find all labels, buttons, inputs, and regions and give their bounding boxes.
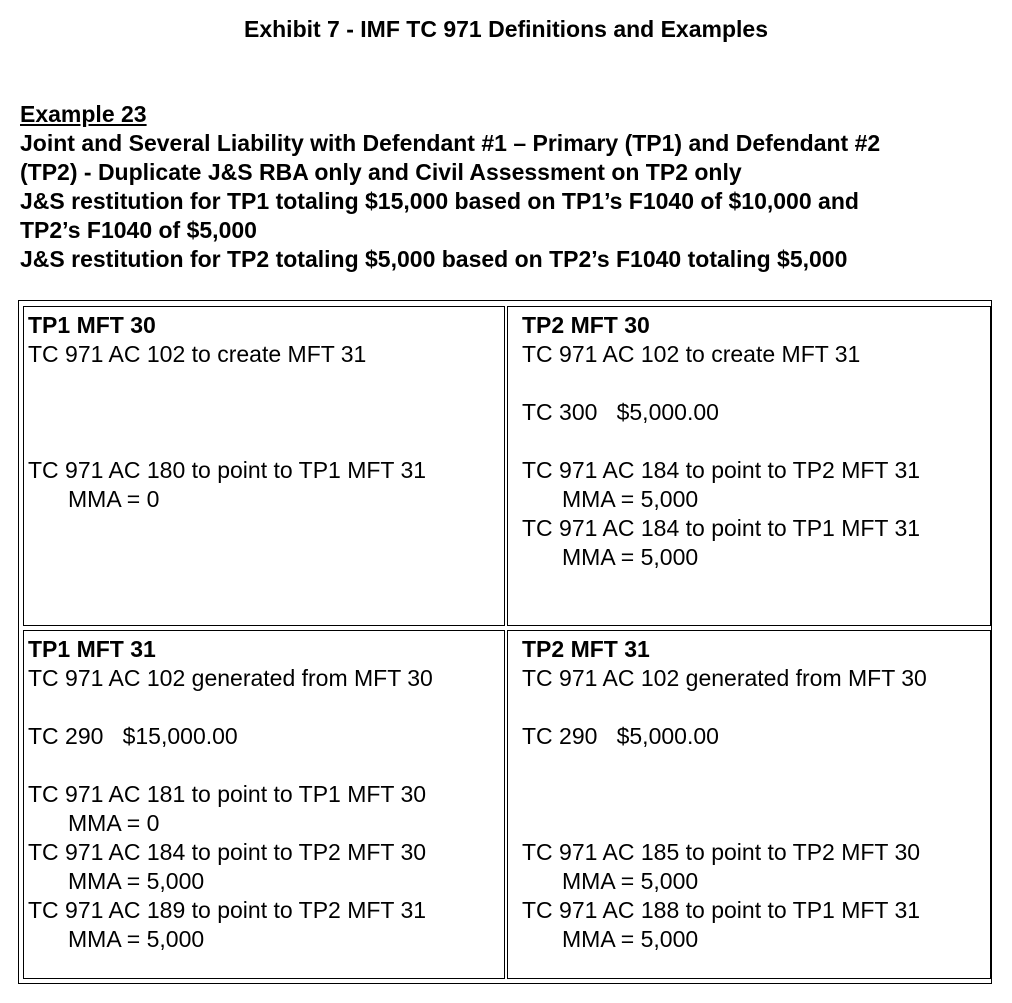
cell-line bbox=[522, 809, 990, 838]
cell-line bbox=[28, 427, 504, 456]
mma-value: MMA = 5,000 bbox=[562, 926, 699, 952]
mma-value: MMA = 5,000 bbox=[562, 486, 699, 512]
cell-line: TC 971 AC 184 to point to TP2 MFT 30 bbox=[28, 839, 427, 865]
cell-line bbox=[28, 398, 504, 427]
cell-line bbox=[28, 751, 504, 780]
example-title: Example 23 bbox=[20, 101, 147, 127]
cell-header: TP1 MFT 31 bbox=[28, 636, 156, 662]
description-line: (TP2) - Duplicate J&S RBA only and Civil Assessment on TP2 only bbox=[20, 159, 742, 185]
cell-line: TC 971 AC 102 generated from MFT 30 bbox=[522, 665, 927, 691]
example-description bbox=[20, 129, 995, 274]
cell-line: TC 971 AC 189 to point to TP2 MFT 31 bbox=[28, 897, 427, 923]
cell-line bbox=[522, 751, 990, 780]
cell-line: TC 971 AC 181 to point to TP1 MFT 30 bbox=[28, 781, 427, 807]
mma-value: MMA = 5,000 bbox=[68, 926, 205, 952]
cell-line bbox=[522, 780, 990, 809]
mma-value: MMA = 5,000 bbox=[68, 868, 205, 894]
description-line: Joint and Several Liability with Defendant #1 – Primary (TP1) and Defendant #2 bbox=[20, 130, 881, 156]
cell-tp1-mft31 bbox=[23, 630, 505, 979]
mma-value: MMA = 0 bbox=[68, 486, 160, 512]
cell-line bbox=[522, 693, 990, 722]
mma-value: MMA = 5,000 bbox=[562, 868, 699, 894]
mma-value: MMA = 5,000 bbox=[562, 544, 699, 570]
cell-tp1-mft30 bbox=[23, 306, 505, 626]
cell-line bbox=[28, 369, 504, 398]
description-line: TP2’s F1040 of $5,000 bbox=[20, 217, 257, 243]
cell-line: TC 971 AC 184 to point to TP2 MFT 31 bbox=[522, 457, 921, 483]
cell-line: TC 971 AC 185 to point to TP2 MFT 30 bbox=[522, 839, 921, 865]
exhibit-title: Exhibit 7 - IMF TC 971 Definitions and Examples bbox=[244, 16, 768, 42]
cell-tp2-mft30 bbox=[507, 306, 991, 626]
mma-value: MMA = 0 bbox=[68, 810, 160, 836]
cell-line: TC 971 AC 180 to point to TP1 MFT 31 bbox=[28, 457, 427, 483]
cell-line: TC 290 $5,000.00 bbox=[522, 723, 719, 749]
cell-line bbox=[522, 369, 990, 398]
cell-tp2-mft31 bbox=[507, 630, 991, 979]
cell-line: TC 971 AC 102 generated from MFT 30 bbox=[28, 665, 433, 691]
cell-header: TP1 MFT 30 bbox=[28, 312, 156, 338]
cell-line bbox=[522, 427, 990, 456]
cell-line bbox=[28, 693, 504, 722]
cell-header: TP2 MFT 30 bbox=[522, 312, 650, 338]
cell-line: TC 971 AC 184 to point to TP1 MFT 31 bbox=[522, 515, 921, 541]
cell-line: TC 300 $5,000.00 bbox=[522, 399, 719, 425]
cell-header: TP2 MFT 31 bbox=[522, 636, 650, 662]
cell-line: TC 971 AC 102 to create MFT 31 bbox=[522, 341, 861, 367]
cell-line: TC 971 AC 102 to create MFT 31 bbox=[28, 341, 367, 367]
cell-line: TC 971 AC 188 to point to TP1 MFT 31 bbox=[522, 897, 921, 923]
cell-line: TC 290 $15,000.00 bbox=[28, 723, 238, 749]
description-line: J&S restitution for TP1 totaling $15,000 based on TP1’s F1040 of $10,000 and bbox=[20, 188, 859, 214]
description-line: J&S restitution for TP2 totaling $5,000 based on TP2’s F1040 totaling $5,000 bbox=[20, 246, 848, 272]
